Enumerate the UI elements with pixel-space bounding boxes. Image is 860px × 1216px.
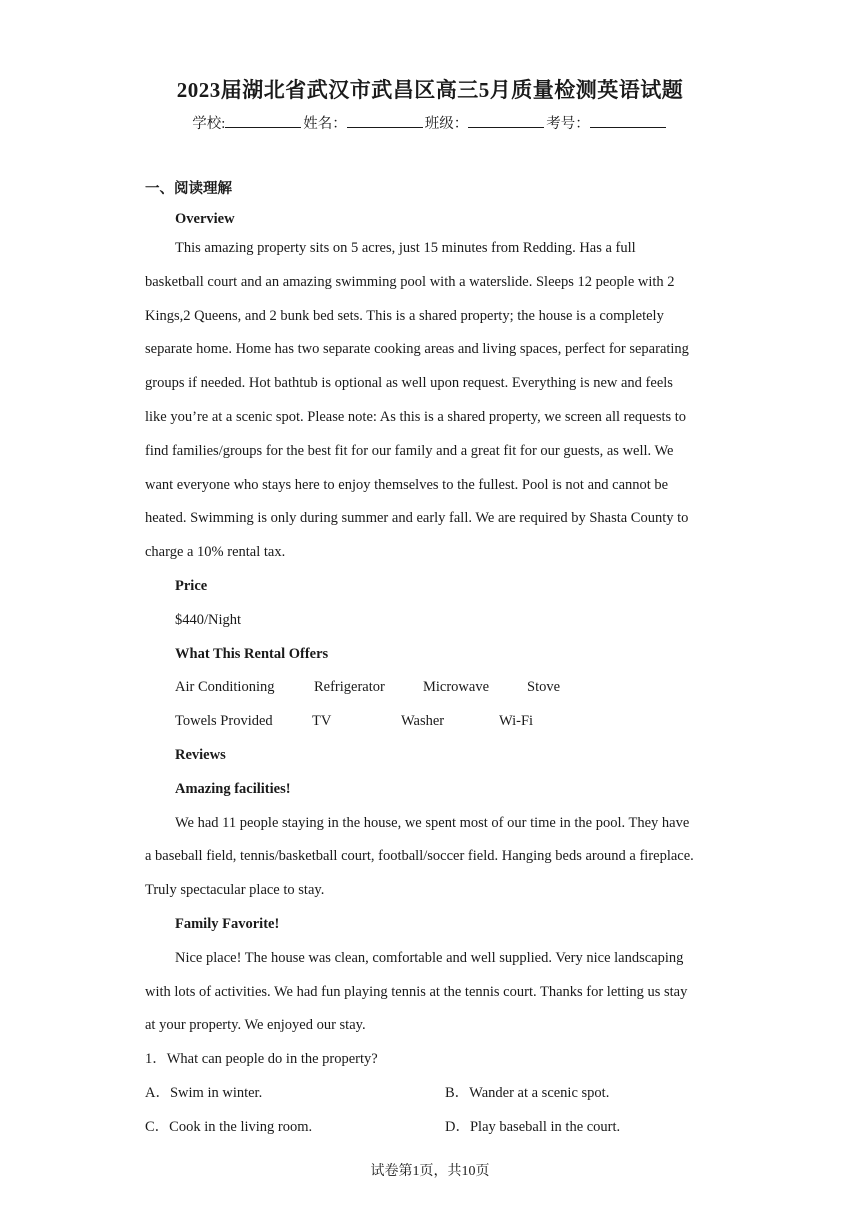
offer-item: Washer [401, 713, 445, 730]
overview-heading: Overview [175, 211, 235, 227]
overview-line: find families/groups for the best fit for our family and a great fit for our guests, as well. We [145, 442, 674, 459]
exam-number-blank[interactable] [590, 113, 666, 128]
overview-line: separate home. Home has two separate cooking areas and living spaces, perfect for separating [145, 341, 689, 358]
reviews-heading: Reviews [175, 746, 226, 763]
class-label: 班级： [424, 116, 469, 132]
option-a[interactable]: A．Swim in winter. [145, 1084, 263, 1101]
exam-number-label: 考号： [546, 116, 590, 132]
offers-heading: What This Rental Offers [175, 645, 329, 662]
question-stem: 1．What can people do in the property? [145, 1051, 378, 1068]
offers-row [145, 705, 720, 739]
offer-item: Wi-Fi [499, 713, 534, 730]
page-footer: 试卷第1页，共10页 [370, 1164, 490, 1179]
option-c[interactable]: C．Cook in the living room. [145, 1118, 313, 1135]
name-blank[interactable] [347, 113, 423, 128]
price-heading: Price [175, 577, 208, 594]
school-label: 学校: [192, 116, 226, 132]
review-line: Nice place! The house was clean, comfortable and well supplied. Very nice landscaping [175, 949, 684, 966]
student-info-line [0, 112, 860, 133]
review-line: a baseball field, tennis/basketball court, football/soccer field. Hanging beds around a fireplace. [145, 848, 694, 865]
offers-row [145, 671, 720, 705]
exam-title: 2023届湖北省武汉市武昌区高三5月质量检测英语试题 [176, 78, 684, 102]
option-b[interactable]: B．Wander at a scenic spot. [445, 1084, 610, 1101]
question-options-row [145, 1111, 720, 1145]
review-line: at your property. We enjoyed our stay. [145, 1017, 366, 1034]
offer-item: Towels Provided [175, 713, 273, 730]
section-title: 一、阅读理解 [145, 181, 232, 197]
offer-item: Stove [527, 679, 561, 696]
option-d[interactable]: D．Play baseball in the court. [445, 1118, 621, 1135]
review-title: Family Favorite! [175, 915, 280, 932]
school-blank[interactable] [225, 113, 301, 128]
reading-section [145, 176, 720, 1145]
review-line: Truly spectacular place to stay. [145, 882, 325, 899]
offer-item: Microwave [423, 679, 490, 696]
overview-line: charge a 10% rental tax. [145, 544, 286, 561]
review-line: with lots of activities. We had fun playing tennis at the tennis court. Thanks for letting us stay [145, 983, 688, 1000]
offer-item: TV [312, 713, 332, 730]
price-value: $440/Night [175, 611, 242, 628]
name-label: 姓名： [303, 116, 347, 132]
overview-line: This amazing property sits on 5 acres, just 15 minutes from Redding. Has a full [175, 240, 636, 256]
offer-item: Refrigerator [314, 679, 385, 696]
overview-line: Kings,2 Queens, and 2 bunk bed sets. This is a shared property; the house is a completely [145, 307, 664, 324]
review-line: We had 11 people staying in the house, we spent most of our time in the pool. They have [175, 814, 690, 831]
overview-line: heated. Swimming is only during summer and early fall. We are required by Shasta County to [145, 510, 689, 527]
class-blank[interactable] [468, 113, 544, 128]
review-title: Amazing facilities! [175, 780, 291, 797]
overview-line: like you’re at a scenic spot. Please note: As this is a shared property, we screen all requests to [145, 408, 687, 425]
overview-line: want everyone who stays here to enjoy themselves to the fullest. Pool is not and cannot be [145, 476, 669, 493]
offer-item: Air Conditioning [175, 679, 275, 696]
overview-line: groups if needed. Hot bathtub is optional as well upon request. Everything is new and feels [145, 375, 673, 392]
question-options-row [145, 1077, 720, 1111]
overview-line: basketball court and an amazing swimming pool with a waterslide. Sleeps 12 people with 2 [145, 273, 675, 290]
